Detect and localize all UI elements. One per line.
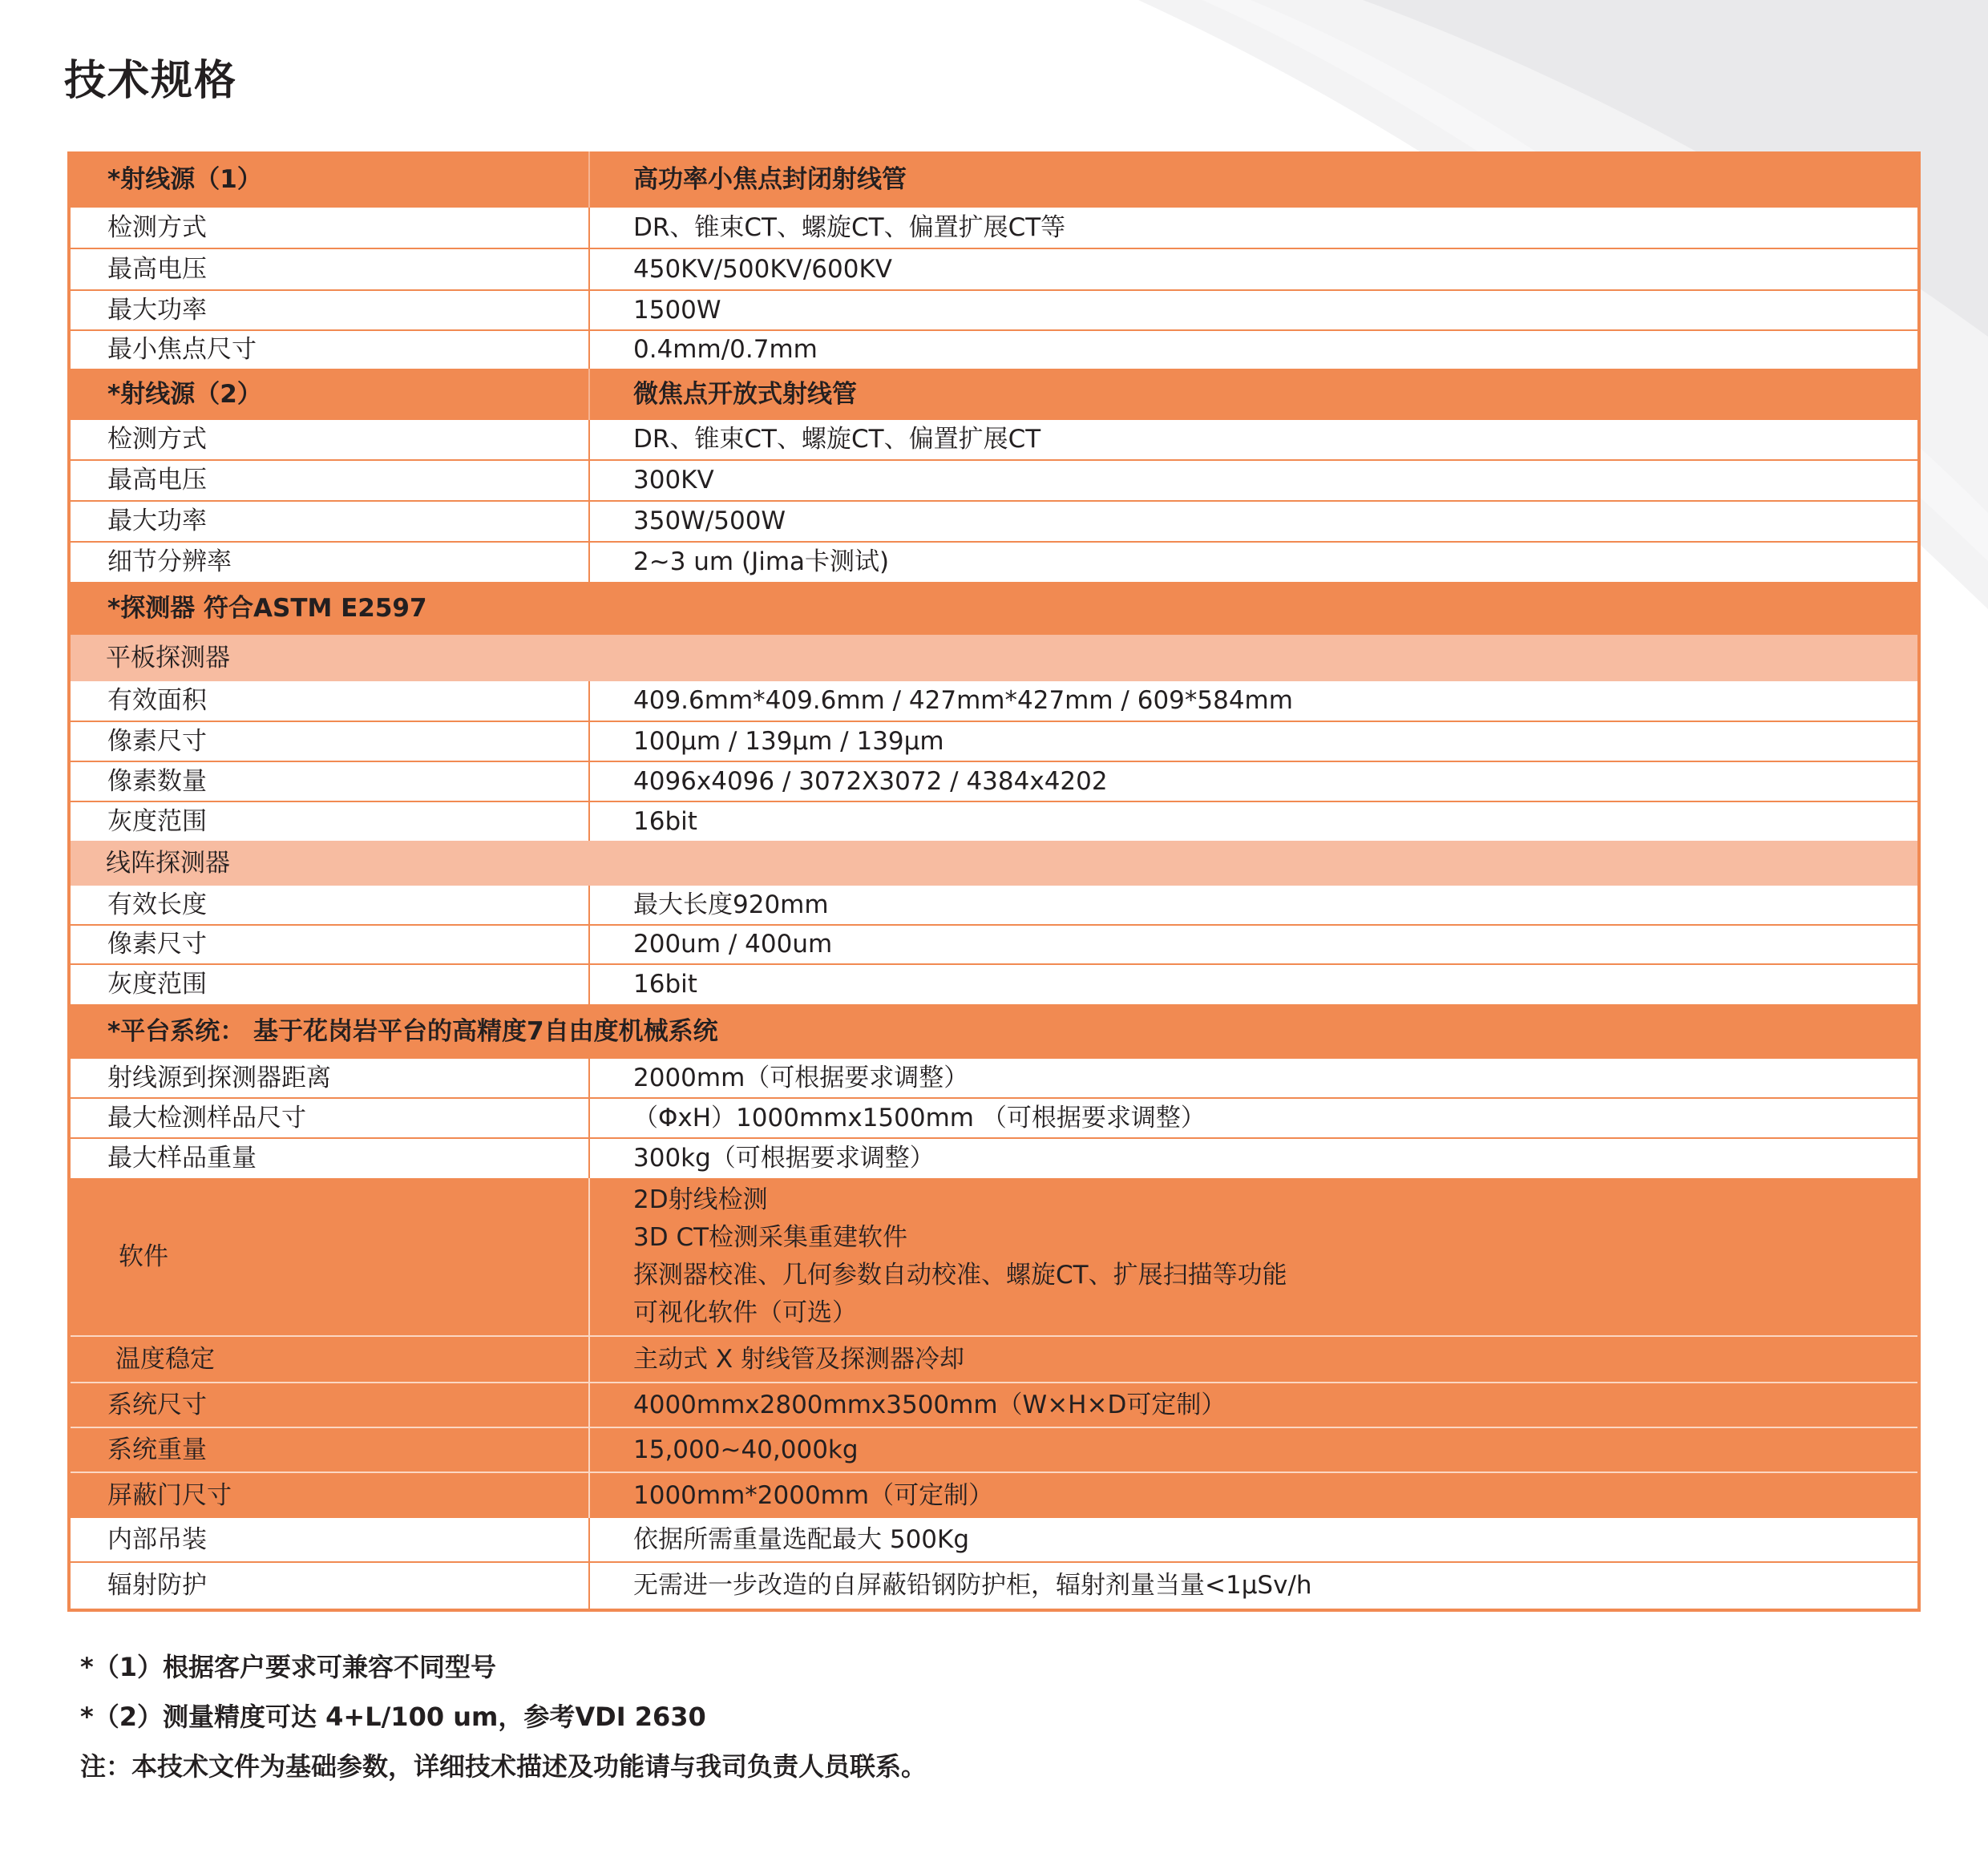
table-row [71, 1428, 1917, 1473]
section-header-source1 [71, 151, 1917, 208]
subsection-header-flat-panel [71, 635, 1917, 681]
section-header-detector [71, 582, 1917, 635]
row-label: 系统重量 [71, 1428, 590, 1472]
table-row [71, 1139, 1917, 1178]
table-row [71, 543, 1917, 582]
table-row [71, 1099, 1917, 1139]
row-value: 409.6mm*409.6mm / 427mm*427mm / 609*584mm [633, 686, 1293, 716]
spec-table [67, 151, 1921, 1612]
footnote: 注：本技术文件为基础参数，详细技术描述及功能请与我司负责人员联系。 [80, 1751, 927, 1782]
software-item: 探测器校准、几何参数自动校准、螺旋CT、扩展扫描等功能 [633, 1261, 1287, 1290]
software-item: 可视化软件（可选） [633, 1298, 857, 1327]
table-row [71, 681, 1917, 722]
software-item: 3D CT检测采集重建软件 [633, 1223, 908, 1252]
row-label: 检测方式 [71, 420, 590, 459]
row-label: 辐射防护 [71, 1563, 590, 1609]
row-value: 16bit [633, 970, 697, 999]
subsection-label: 线阵探测器 [106, 848, 230, 878]
table-row [71, 208, 1917, 249]
table-row [71, 802, 1917, 841]
row-value: 16bit [633, 806, 697, 836]
row-value: 200um / 400um [633, 930, 833, 959]
row-value: 300KV [633, 466, 714, 495]
row-value: 2000mm（可根据要求调整） [633, 1063, 969, 1092]
row-value: 1500W [633, 295, 721, 325]
table-row [71, 886, 1917, 926]
row-value: 无需进一步改造的自屏蔽铅钢防护柜，辐射剂量当量<1μSv/h [633, 1571, 1312, 1601]
table-row [71, 1059, 1917, 1099]
row-value: 450KV/500KV/600KV [633, 254, 893, 284]
row-label: 像素尺寸 [71, 926, 590, 963]
section-label: *射线源（2） [71, 369, 590, 420]
row-label: 最高电压 [71, 461, 590, 500]
table-row [71, 965, 1917, 1004]
software-row [71, 1178, 1917, 1337]
section-label: *射线源（1） [71, 151, 590, 208]
row-label: 像素数量 [71, 762, 590, 801]
row-value: 0.4mm/0.7mm [633, 335, 818, 365]
table-row [71, 1473, 1917, 1518]
row-value: 4000mmx2800mmx3500mm（W×H×D可定制） [633, 1390, 1226, 1419]
section-value: 高功率小焦点封闭射线管 [633, 164, 907, 194]
row-label: 像素尺寸 [71, 722, 590, 761]
row-label: 有效长度 [71, 886, 590, 924]
table-row [71, 1383, 1917, 1428]
row-value: 最大长度920mm [633, 890, 829, 919]
row-label: 最大样品重量 [71, 1139, 590, 1178]
row-value: 1000mm*2000mm（可定制） [633, 1480, 994, 1510]
section-header-source2 [71, 369, 1917, 420]
row-value: 主动式 X 射线管及探测器冷却 [633, 1344, 964, 1374]
section-header-platform [71, 1004, 1917, 1059]
table-row [71, 926, 1917, 965]
row-value: DR、锥束CT、螺旋CT、偏置扩展CT [633, 425, 1041, 454]
row-label: 最大功率 [71, 291, 590, 329]
row-label: 射线源到探测器距离 [71, 1059, 590, 1097]
table-row [71, 249, 1917, 291]
row-label: 温度稳定 [71, 1337, 590, 1382]
table-row [71, 1518, 1917, 1563]
row-value: 300kg（可根据要求调整） [633, 1144, 935, 1173]
row-value: DR、锥束CT、螺旋CT、偏置扩展CT等 [633, 212, 1066, 242]
section-label: *平台系统： 基于花岗岩平台的高精度7自由度机械系统 [107, 1016, 718, 1046]
subsection-header-linear [71, 841, 1917, 886]
row-label: 软件 [71, 1178, 590, 1335]
row-label: 系统尺寸 [71, 1383, 590, 1427]
software-item: 2D射线检测 [633, 1185, 768, 1214]
row-value: 依据所需重量选配最大 500Kg [633, 1524, 970, 1554]
row-label: 灰度范围 [71, 802, 590, 841]
row-value: 4096x4096 / 3072X3072 / 4384x4202 [633, 766, 1108, 796]
row-label: 检测方式 [71, 208, 590, 248]
row-label: 屏蔽门尺寸 [71, 1473, 590, 1518]
table-row [71, 1563, 1917, 1609]
row-label: 最小焦点尺寸 [71, 331, 590, 369]
footnote: *（2）测量精度可达 4+L/100 um，参考VDI 2630 [80, 1702, 706, 1732]
row-value: 100μm / 139μm / 139μm [633, 726, 944, 756]
row-label: 最大检测样品尺寸 [71, 1099, 590, 1137]
table-row [71, 461, 1917, 502]
row-label: 灰度范围 [71, 965, 590, 1004]
row-label: 有效面积 [71, 681, 590, 721]
software-list [590, 1178, 1917, 1335]
table-row [71, 722, 1917, 762]
footnotes [80, 1642, 927, 1791]
section-label: *探测器 符合ASTM E2597 [107, 593, 427, 623]
page-title: 技术规格 [64, 57, 238, 105]
table-row [71, 502, 1917, 543]
table-row [71, 331, 1917, 369]
table-row [71, 1337, 1917, 1383]
footnote: *（1）根据客户要求可兼容不同型号 [80, 1652, 497, 1682]
row-value: （ΦxH）1000mmx1500mm （可根据要求调整） [633, 1103, 1206, 1132]
row-value: 350W/500W [633, 507, 786, 536]
row-label: 最大功率 [71, 502, 590, 541]
subsection-label: 平板探测器 [106, 643, 230, 672]
row-label: 细节分辨率 [71, 543, 590, 582]
row-value: 15,000~40,000kg [633, 1435, 859, 1464]
row-value: 2~3 um (Jima卡测试) [633, 547, 890, 577]
table-row [71, 291, 1917, 331]
table-row [71, 420, 1917, 461]
section-value: 微焦点开放式射线管 [633, 379, 857, 409]
row-label: 内部吊装 [71, 1518, 590, 1561]
table-row [71, 762, 1917, 802]
row-label: 最高电压 [71, 249, 590, 289]
